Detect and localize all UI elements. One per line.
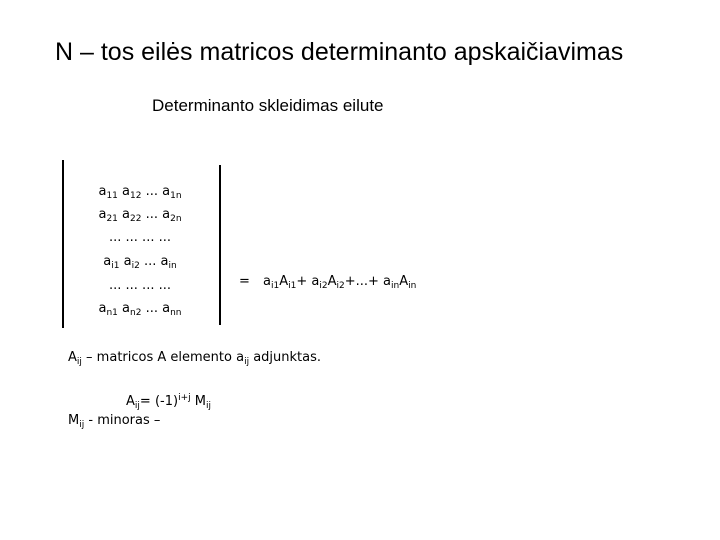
adjunct-definition: [68, 350, 321, 367]
matrix-entry-subscript: i2: [131, 261, 140, 271]
adjunct-def-text: – matricos A elemento a: [81, 350, 245, 365]
expansion-text: A: [279, 274, 289, 289]
matrix-row: [70, 254, 210, 271]
matrix-entry-text: ... a: [139, 254, 169, 269]
matrix-entry-subscript: 12: [130, 191, 142, 201]
minor-rest: - minoras –: [84, 413, 161, 428]
matrix-entry-text: a: [98, 301, 107, 316]
matrix-row: [70, 278, 210, 293]
matrix-entry-subscript: nn: [170, 308, 182, 318]
expansion-subscript: in: [408, 281, 417, 291]
expansion-text: +...+ a: [344, 274, 391, 289]
adjunct-def-text: A: [68, 350, 77, 365]
adjunct-def-subscript: ij: [244, 357, 250, 367]
matrix-row: [70, 230, 210, 245]
minor-m: M: [68, 413, 80, 428]
expansion-text: A: [399, 274, 409, 289]
matrix-row: [70, 184, 210, 201]
slide-subtitle: Determinanto skleidimas eilute: [152, 96, 384, 115]
matrix-entry-subscript: 11: [106, 191, 118, 201]
matrix-entry-subscript: 1n: [170, 191, 182, 201]
slide-title: N – tos eilės matricos determinanto apskaičiavimas: [55, 38, 624, 66]
adjunct-def-text: adjunktas.: [249, 350, 322, 365]
formula-m-sub: ij: [205, 401, 211, 411]
matrix-entry-subscript: i1: [111, 261, 120, 271]
matrix-entry-text: ... ... ... ...: [109, 230, 171, 245]
expansion-subscript: i2: [319, 281, 328, 291]
expansion-subscript: in: [391, 281, 400, 291]
matrix-entry-subscript: 22: [130, 214, 142, 224]
matrix-entry-text: ... a: [141, 301, 171, 316]
matrix-row: [70, 207, 210, 224]
determinant-right-bar: [219, 165, 221, 325]
minor-definition: [68, 413, 160, 430]
formula-eq: = (-1): [139, 394, 179, 409]
determinant-left-bar: [62, 160, 64, 328]
expansion-subscript: i1: [270, 281, 280, 291]
row-expansion-formula: [263, 274, 416, 291]
adjunct-formula: [126, 393, 211, 411]
matrix-entry-subscript: 2n: [170, 214, 182, 224]
matrix-entry-subscript: n1: [106, 308, 118, 318]
matrix-entry-subscript: in: [168, 261, 177, 271]
matrix-entry-text: a: [119, 254, 132, 269]
minor-m-sub: ij: [79, 420, 85, 430]
matrix-entry-text: a: [117, 184, 130, 199]
matrix-entry-text: a: [117, 207, 130, 222]
matrix-entry-text: a: [98, 184, 107, 199]
matrix-entry-subscript: 21: [106, 214, 118, 224]
expansion-text: A: [327, 274, 337, 289]
matrix-row: [70, 301, 210, 318]
formula-a: A: [126, 394, 135, 409]
expansion-text: a: [263, 274, 271, 289]
matrix-entry-text: a: [117, 301, 130, 316]
equals-sign: =: [239, 274, 250, 289]
adjunct-def-subscript: ij: [76, 357, 82, 367]
matrix-entry-text: ... a: [141, 207, 171, 222]
matrix-entry-text: a: [103, 254, 112, 269]
matrix-entry-subscript: n2: [130, 308, 142, 318]
matrix-entry-text: a: [98, 207, 107, 222]
formula-sup: i+j: [178, 393, 191, 403]
expansion-subscript: i1: [288, 281, 297, 291]
matrix-entry-text: ... a: [141, 184, 171, 199]
expansion-subscript: i2: [336, 281, 345, 291]
formula-m: M: [190, 394, 206, 409]
expansion-text: + a: [296, 274, 320, 289]
formula-a-sub: ij: [134, 401, 140, 411]
matrix-entry-text: ... ... ... ...: [109, 278, 171, 293]
